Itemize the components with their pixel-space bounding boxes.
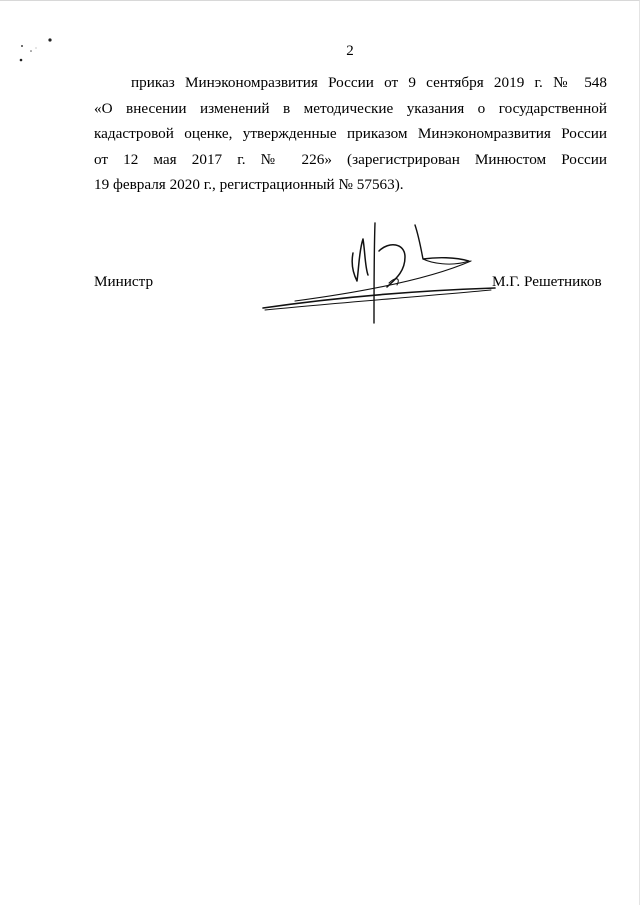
position-title: Министр <box>94 273 154 290</box>
page-number: 2 <box>346 43 354 59</box>
signature-icon <box>255 211 515 331</box>
signature-block <box>0 1 640 341</box>
body-line: «О внесении изменений в методические указания о государственной <box>94 99 607 117</box>
body-line: 19 февраля 2020 г., регистрационный № 57563). <box>94 176 404 193</box>
body-line: от 12 мая 2017 г. № 226» (зарегистрирован Минюстом России <box>94 150 607 168</box>
body-line: кадастровой оценке, утвержденные приказом Минэкономразвития России <box>94 125 607 142</box>
signatory-name: М.Г. Решетников <box>492 273 602 290</box>
body-line: приказ Минэкономразвития России от 9 сентября 2019 г. № 548 <box>131 74 607 91</box>
